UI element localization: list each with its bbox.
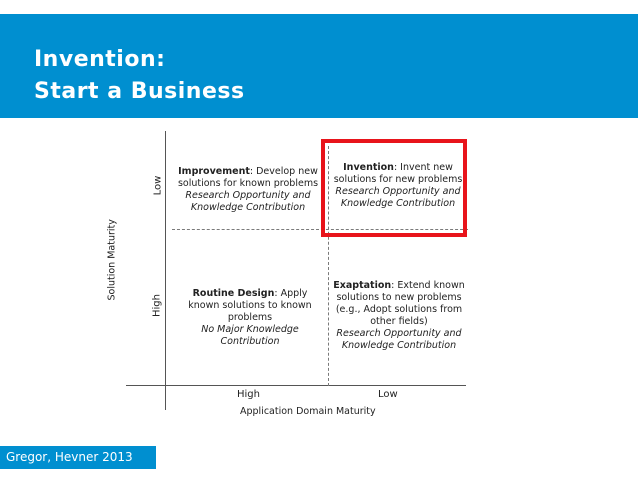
quadrant-routine-design-text: : Apply known solutions to known problems	[188, 288, 312, 323]
quadrant-improvement-note: Research Opportunity and Knowledge Contribution	[185, 190, 311, 213]
quadrant-improvement-heading: Improvement	[178, 166, 250, 177]
quadrant-routine-design-heading: Routine Design	[192, 288, 275, 299]
x-tick-low: Low	[378, 389, 398, 400]
quadrant-improvement-text: : Develop new solutions for known problems	[177, 166, 319, 189]
quadrant-invention-note: Research Opportunity and Knowledge Contribution	[335, 186, 461, 209]
x-tick-high: High	[237, 389, 260, 400]
quadrant-improvement	[172, 166, 324, 214]
quadrant-exaptation-note: Research Opportunity and Knowledge Contribution	[336, 328, 462, 351]
citation-badge: Gregor, Hevner 2013	[0, 446, 156, 469]
y-tick-high: High	[151, 294, 163, 317]
y-axis-arrow	[162, 131, 169, 132]
x-axis-label: Application Domain Maturity	[240, 406, 376, 417]
y-axis-line	[165, 131, 166, 410]
invention-highlight-box	[321, 139, 467, 237]
quadrant-invention-text: : Invent new solutions for new problems	[333, 162, 463, 185]
quadrant-exaptation-heading: Exaptation	[333, 280, 392, 291]
slide-title	[34, 44, 245, 108]
quadrant-exaptation-text: : Extend known solutions to new problems (e.g., Adopt solutions from other fields)	[335, 280, 465, 327]
quadrant-invention-heading: Invention	[343, 162, 394, 173]
quadrant-routine-design	[186, 288, 314, 348]
slide-title-line2: Start a Business	[34, 79, 245, 104]
y-axis-label: Solution Maturity	[106, 219, 118, 301]
quadrant-routine-design-note: No Major Knowledge Contribution	[201, 324, 299, 347]
quadrant-exaptation	[333, 280, 465, 352]
slide-header	[0, 14, 638, 118]
slide-title-line1: Invention:	[34, 47, 166, 72]
y-tick-low: Low	[152, 175, 164, 196]
x-axis-line	[126, 385, 466, 386]
